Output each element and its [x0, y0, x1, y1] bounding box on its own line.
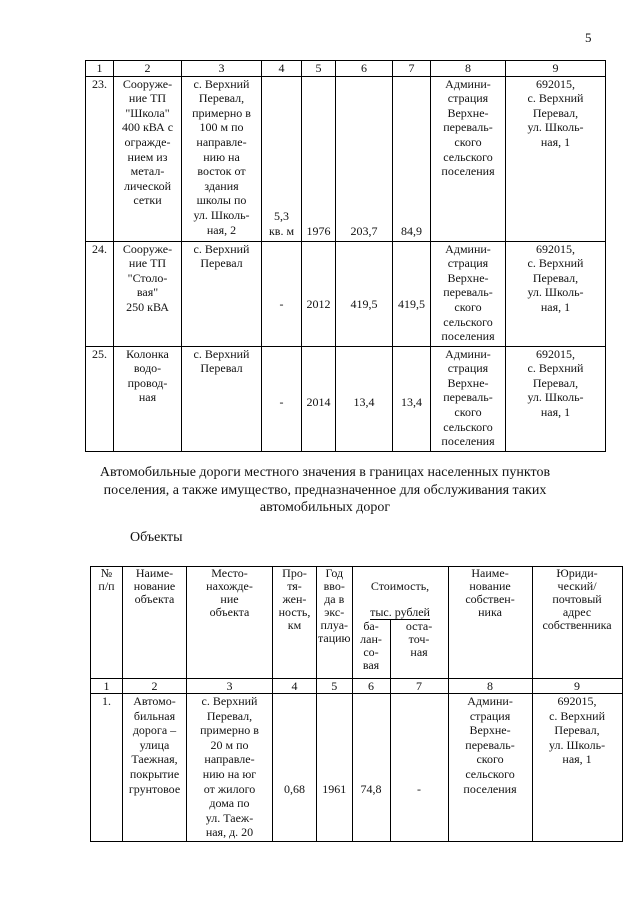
header-owner: Наиме- нование собствен- ника	[448, 567, 532, 679]
column-numbers-row	[91, 678, 623, 694]
owner-name: Админи- страция Верхне- переваль- ского сельского поселения	[431, 241, 506, 346]
header-name: Наиме- нование объекта	[123, 567, 187, 679]
col-number: 2	[123, 678, 187, 694]
object-length: -	[262, 346, 302, 451]
col-number: 2	[114, 61, 182, 77]
owner-address: 692015, с. Верхний Перевал, ул. Школь- ная, 1	[532, 694, 622, 842]
header-cost	[352, 567, 448, 621]
row-number: 1.	[91, 694, 123, 842]
owner-address: 692015, с. Верхний Перевал, ул. Школь- ная, 1	[506, 346, 606, 451]
section-heading: Автомобильные дороги местного значения в границах населенных пунктов поселения, а также имущество, предназначенное для обслуживания таких автомобильных дорог	[99, 465, 551, 515]
row-number: 23.	[86, 76, 114, 241]
balance-cost: 74,8	[352, 694, 390, 842]
col-number: 8	[431, 61, 506, 77]
commission-year: 2012	[302, 241, 336, 346]
col-number: 5	[302, 61, 336, 77]
col-number: 6	[336, 61, 393, 77]
object-location: с. Верхний Перевал, примерно в 20 м по направле- нию на юг от жилого дома по ул. Таеж- ная, д. 20	[187, 694, 273, 842]
table-row	[86, 76, 606, 241]
page-number: 5	[585, 30, 592, 45]
col-number: 8	[448, 678, 532, 694]
object-location: с. Верхний Перевал, примерно в 100 м по направле- нию на восток от здания школы по ул. Школь- ная, 2	[182, 76, 262, 241]
table-header-row	[91, 567, 623, 621]
object-length: -	[262, 241, 302, 346]
object-length: 5,3 кв. м	[262, 76, 302, 241]
header-address: Юриди- ческий/ почтовый адрес собственника	[532, 567, 622, 679]
object-location: с. Верхний Перевал	[182, 346, 262, 451]
col-number: 1	[86, 61, 114, 77]
table-row	[86, 346, 606, 451]
row-number: 25.	[86, 346, 114, 451]
header-year: Год вво- да в экс- плуа- тацию	[317, 567, 353, 679]
row-number: 24.	[86, 241, 114, 346]
header-cost-unit: тыс. рублей	[370, 605, 430, 619]
table-row	[86, 241, 606, 346]
object-name: Сооруже- ние ТП "Школа" 400 кВА с огражде- нием из метал- лической сетки	[114, 76, 182, 241]
owner-address: 692015, с. Верхний Перевал, ул. Школь- ная, 1	[506, 76, 606, 241]
object-name: Автомо- бильная дорога – улица Таежная, покрытие грунтовое	[123, 694, 187, 842]
balance-cost: 419,5	[336, 241, 393, 346]
column-numbers-row	[86, 61, 606, 77]
col-number: 4	[273, 678, 317, 694]
object-name: Сооруже- ние ТП "Столо- вая" 250 кВА	[114, 241, 182, 346]
header-residual: оста- точ- ная	[390, 620, 448, 678]
balance-cost: 203,7	[336, 76, 393, 241]
col-number: 1	[91, 678, 123, 694]
header-cost-title: Стоимость,	[370, 579, 430, 593]
object-name: Колонка водо- провод- ная	[114, 346, 182, 451]
col-number: 7	[390, 678, 448, 694]
col-number: 3	[182, 61, 262, 77]
balance-cost: 13,4	[336, 346, 393, 451]
residual-cost: 419,5	[393, 241, 431, 346]
col-number: 4	[262, 61, 302, 77]
commission-year: 2014	[302, 346, 336, 451]
owner-name: Админи- страция Верхне- переваль- ского сельского поселения	[431, 346, 506, 451]
header-location: Место- нахожде- ние объекта	[187, 567, 273, 679]
col-number: 9	[532, 678, 622, 694]
object-length: 0,68	[273, 694, 317, 842]
col-number: 6	[352, 678, 390, 694]
col-number: 9	[506, 61, 606, 77]
owner-address: 692015, с. Верхний Перевал, ул. Школь- ная, 1	[506, 241, 606, 346]
residual-cost: 13,4	[393, 346, 431, 451]
header-number: № п/п	[91, 567, 123, 679]
col-number: 3	[187, 678, 273, 694]
property-table-continued	[85, 60, 606, 452]
owner-name: Админи- страция Верхне- переваль- ского сельского поселения	[431, 76, 506, 241]
owner-name: Админи- страция Верхне- переваль- ского сельского поселения	[448, 694, 532, 842]
col-number: 7	[393, 61, 431, 77]
header-balance: ба- лан- со- вая	[352, 620, 390, 678]
commission-year: 1976	[302, 76, 336, 241]
object-location: с. Верхний Перевал	[182, 241, 262, 346]
residual-cost: 84,9	[393, 76, 431, 241]
roads-table	[90, 566, 623, 842]
header-length: Про- тя- жен- ность, км	[273, 567, 317, 679]
residual-cost: -	[390, 694, 448, 842]
commission-year: 1961	[317, 694, 353, 842]
objects-label: Объекты	[130, 530, 183, 545]
table-row	[91, 694, 623, 842]
col-number: 5	[317, 678, 353, 694]
